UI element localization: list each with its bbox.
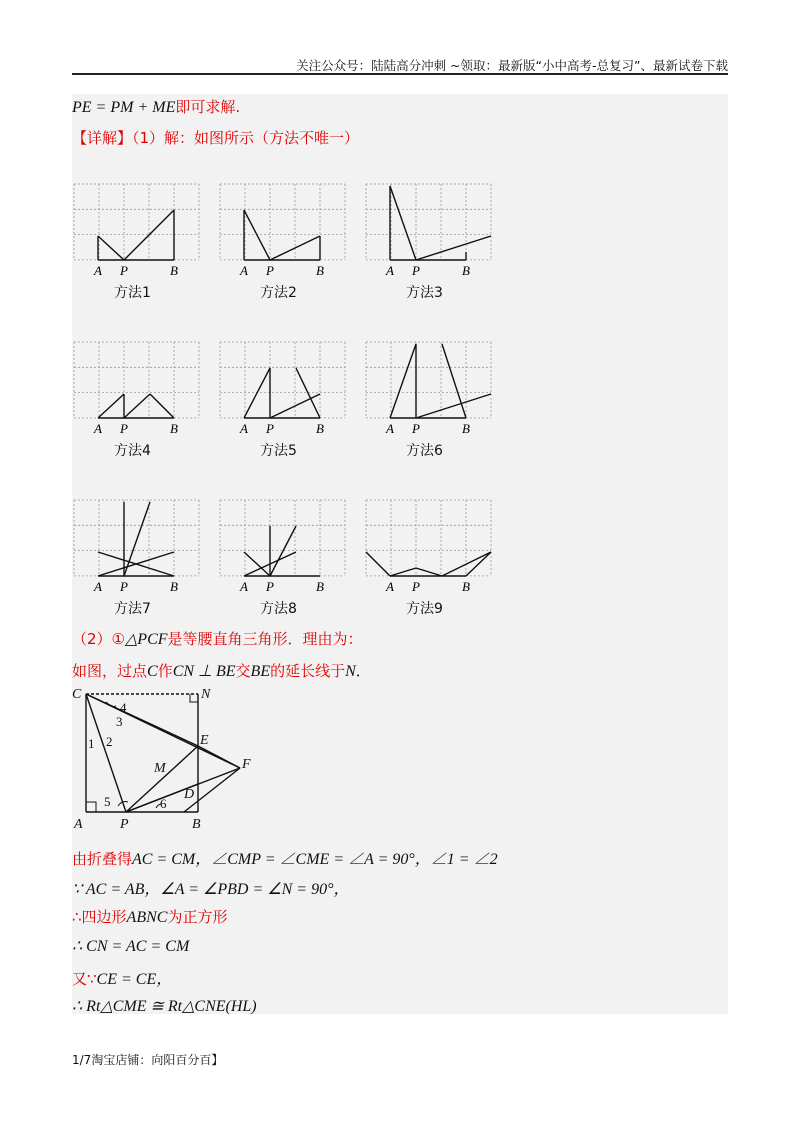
- grid-7-label-p: P: [120, 579, 128, 594]
- page-footer: 1/7淘宝店铺：向阳百分百】: [72, 1053, 224, 1067]
- method-caption-7: 方法7: [114, 601, 151, 617]
- method-grid-1: [72, 182, 202, 278]
- fold-text: 由折叠得: [72, 850, 133, 868]
- angle-2: 2: [106, 734, 113, 749]
- text-solve: 即可求解.: [175, 98, 241, 116]
- label-a: A: [74, 817, 83, 832]
- grid-6-label-b: B: [462, 421, 470, 436]
- ce-text: 又∵: [72, 970, 97, 988]
- label-n: N: [201, 688, 211, 702]
- formula-pe: PE = PM + ME: [72, 99, 176, 116]
- construction-3: 交: [235, 662, 251, 680]
- grid-8-label-p: P: [266, 579, 274, 594]
- grid-5-label-p: P: [266, 421, 274, 436]
- line-ce-eq: [72, 966, 172, 989]
- grid-2-label-a: A: [240, 263, 248, 278]
- label-f: F: [242, 757, 251, 772]
- construction-be: BE: [250, 663, 271, 680]
- square-text-1: ∴四边形: [72, 908, 127, 926]
- grid-4-label-b: B: [170, 421, 178, 436]
- line-cn-eq: ∴ CN = AC = CM: [72, 938, 190, 955]
- grid-7-label-a: A: [94, 579, 102, 594]
- solution-content: [72, 94, 728, 1014]
- label-p: P: [120, 817, 129, 832]
- line-detail-heading: 【详解】（1）解：如图所示（方法不唯一）: [72, 129, 360, 147]
- method-caption-9: 方法9: [406, 601, 443, 617]
- grid-3-label-b: B: [462, 263, 470, 278]
- grid-1-label-a: A: [94, 263, 102, 278]
- method-caption-5: 方法5: [260, 443, 297, 459]
- angle-1: 1: [88, 736, 95, 751]
- grid-9-label-a: A: [386, 579, 394, 594]
- line-congruent: ∴ Rt△CME ≅ Rt△CNE(HL): [72, 998, 257, 1015]
- header-divider: [72, 73, 728, 75]
- method-caption-3: 方法3: [406, 285, 443, 301]
- geometry-figure: [72, 688, 272, 836]
- angle-6: 6: [160, 796, 167, 811]
- method-caption-2: 方法2: [260, 285, 297, 301]
- grid-9-label-p: P: [412, 579, 420, 594]
- construction-c: C: [147, 663, 158, 680]
- label-d: D: [184, 787, 195, 802]
- method-grid-2: [218, 182, 348, 278]
- grid-6-label-a: A: [386, 421, 394, 436]
- grid-1-label-p: P: [120, 263, 128, 278]
- angle-4: 4: [120, 700, 127, 715]
- grid-4-label-p: P: [120, 421, 128, 436]
- grid-4-label-a: A: [94, 421, 102, 436]
- page-header: 关注公众号：陆陆高分冲刺 ~领取：最新版“小中高考-总复习”、最新试卷下载: [296, 58, 728, 73]
- line-because: ∵ AC = AB，∠A = ∠PBD = ∠N = 90°，: [72, 881, 350, 898]
- label-c: C: [72, 688, 82, 702]
- method-grid-8: [218, 498, 348, 594]
- grid-2-label-p: P: [266, 263, 274, 278]
- method-grid-7: [72, 498, 202, 594]
- method-caption-6: 方法6: [406, 443, 443, 459]
- construction-n: N: [345, 663, 356, 680]
- method-caption-8: 方法8: [260, 601, 297, 617]
- grid-7-label-b: B: [170, 579, 178, 594]
- line-part2: [72, 628, 363, 649]
- line-construction: [72, 660, 371, 681]
- method-grid-6: [364, 340, 494, 436]
- angle-3: 3: [116, 714, 123, 729]
- line-square: [72, 906, 227, 927]
- part2-claim: 是等腰直角三角形．理由为：: [167, 630, 363, 648]
- grid-5-label-a: A: [240, 421, 248, 436]
- grid-6-label-p: P: [412, 421, 420, 436]
- triangle-pcf: △PCF: [125, 631, 168, 648]
- ce-math: CE = CE，: [96, 971, 173, 988]
- label-e: E: [200, 733, 209, 748]
- grid-8-label-b: B: [316, 579, 324, 594]
- grid-5-label-b: B: [316, 421, 324, 436]
- method-grid-4: [72, 340, 202, 436]
- method-caption-1: 方法1: [114, 285, 151, 301]
- square-abnc: ABNC: [126, 909, 168, 926]
- construction-end: ．: [355, 662, 371, 680]
- construction-2: 作: [157, 662, 173, 680]
- line-pe-formula: [72, 96, 240, 117]
- square-text-2: 为正方形: [167, 908, 228, 926]
- grid-3-label-a: A: [386, 263, 394, 278]
- method-grid-3: [364, 182, 494, 278]
- grid-2-label-b: B: [316, 263, 324, 278]
- label-m: M: [154, 761, 166, 776]
- line-fold: [72, 846, 498, 869]
- grid-3-label-p: P: [412, 263, 420, 278]
- method-grid-9: [364, 498, 494, 594]
- grid-8-label-a: A: [240, 579, 248, 594]
- grid-1-label-b: B: [170, 263, 178, 278]
- label-b: B: [192, 817, 201, 832]
- construction-perp: CN ⊥ BE: [172, 663, 236, 680]
- angle-5: 5: [104, 794, 111, 809]
- fold-equations: AC = CM，∠CMP = ∠CME = ∠A = 90°，∠1 = ∠2: [132, 851, 498, 868]
- method-caption-4: 方法4: [114, 443, 151, 459]
- grid-9-label-b: B: [462, 579, 470, 594]
- construction-4: 的延长线于: [270, 662, 346, 680]
- method-grid-5: [218, 340, 348, 436]
- construction-1: 如图，过点: [72, 662, 148, 680]
- part2-label: （2）①: [72, 630, 125, 648]
